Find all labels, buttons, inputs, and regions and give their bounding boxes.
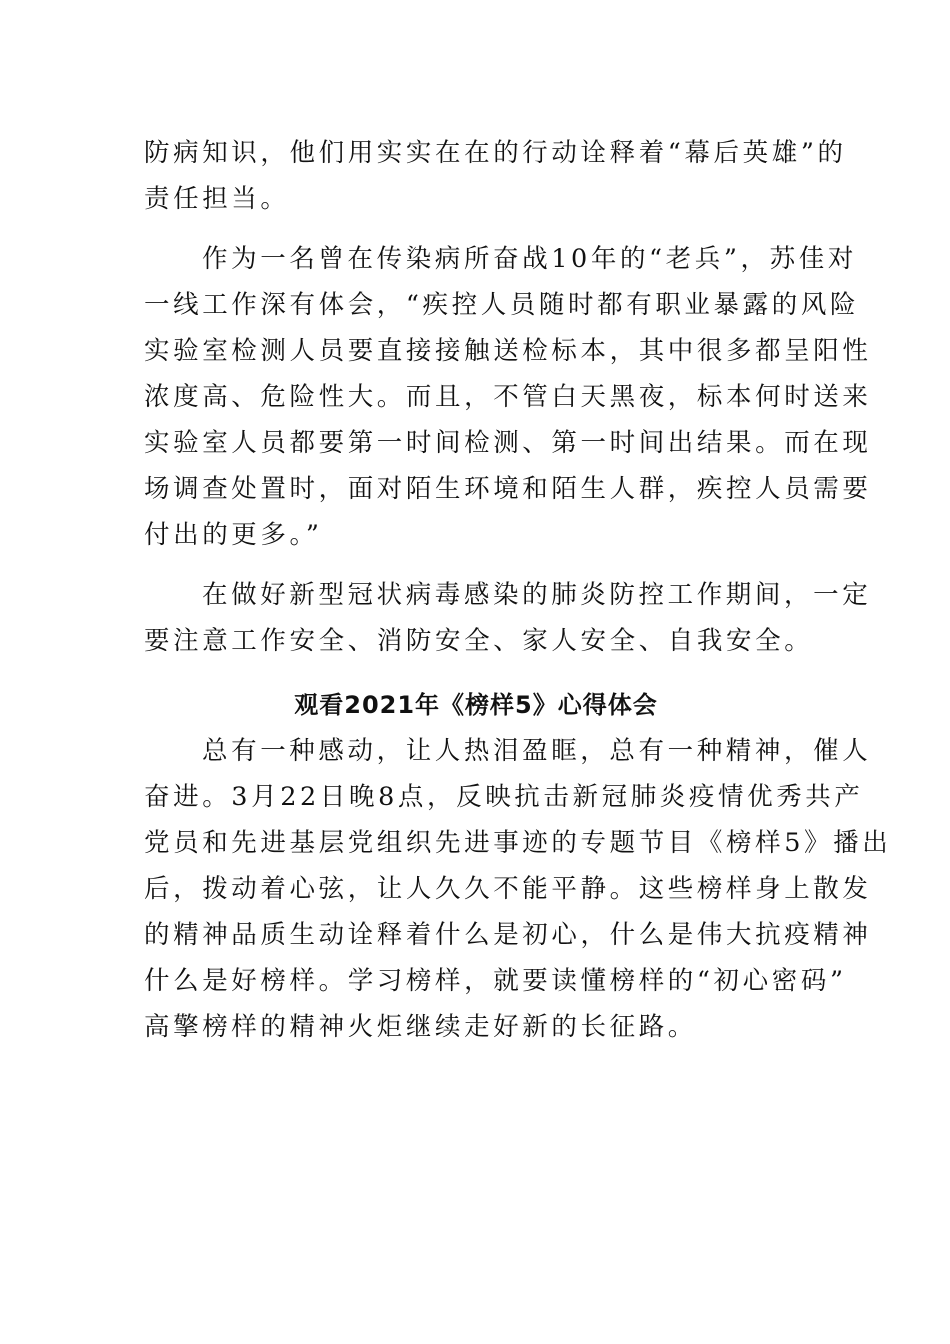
section-title: 观看2021年《榜样5》心得体会: [294, 691, 658, 719]
text-line: 的精神品质生动诠释着什么是初心，什么是伟大抗疫精神: [144, 920, 872, 950]
paragraph-gap: [144, 558, 808, 572]
paragraph-gap: [144, 664, 808, 678]
paragraph-gap: [144, 222, 808, 236]
text-line: 实验室人员都要第一时间检测、第一时间出结果。而在现: [144, 428, 872, 458]
text-line: 党员和先进基层党组织先进事迹的专题节目《榜样5》播出: [144, 828, 892, 858]
text-line: 总有一种感动，让人热泪盈眶，总有一种精神，催人: [202, 736, 872, 766]
text-line: 什么是好榜样。学习榜样，就要读懂榜样的“初心密码”: [144, 966, 847, 996]
paragraph-safety: [144, 572, 872, 664]
text-line: 责任担当。: [144, 184, 290, 214]
text-line: 在做好新型冠状病毒感染的肺炎防控工作期间，一定: [202, 580, 872, 610]
text-line: 付出的更多。”: [144, 520, 323, 550]
text-line: 奋进。3月22日晚8点，反映抗击新冠肺炎疫情优秀共产: [144, 782, 864, 812]
text-line: 一线工作深有体会，“疾控人员随时都有职业暴露的风险: [144, 290, 860, 320]
text-line: 作为一名曾在传染病所奋战10年的“老兵”，苏佳对: [202, 244, 857, 274]
paragraph-veteran-quote: [144, 236, 872, 558]
text-line: 要注意工作安全、消防安全、家人安全、自我安全。: [144, 626, 814, 656]
text-line: 后，拨动着心弦，让人久久不能平静。这些榜样身上散发: [144, 874, 872, 904]
text-line: 浓度高、危险性大。而且，不管白天黑夜，标本何时送来: [144, 382, 872, 412]
text-line: 实验室检测人员要直接接触送检标本，其中很多都呈阳性: [144, 336, 872, 366]
paragraph-continued: [144, 130, 847, 222]
text-line: 防病知识，他们用实实在在的行动诠释着“幕后英雄”的: [144, 138, 847, 168]
document-body: [144, 130, 892, 1050]
text-line: 高擎榜样的精神火炬继续走好新的长征路。: [144, 1012, 697, 1042]
text-line: 场调查处置时，面对陌生环境和陌生人群，疾控人员需要: [144, 474, 872, 504]
paragraph-role-models: [144, 728, 892, 1050]
